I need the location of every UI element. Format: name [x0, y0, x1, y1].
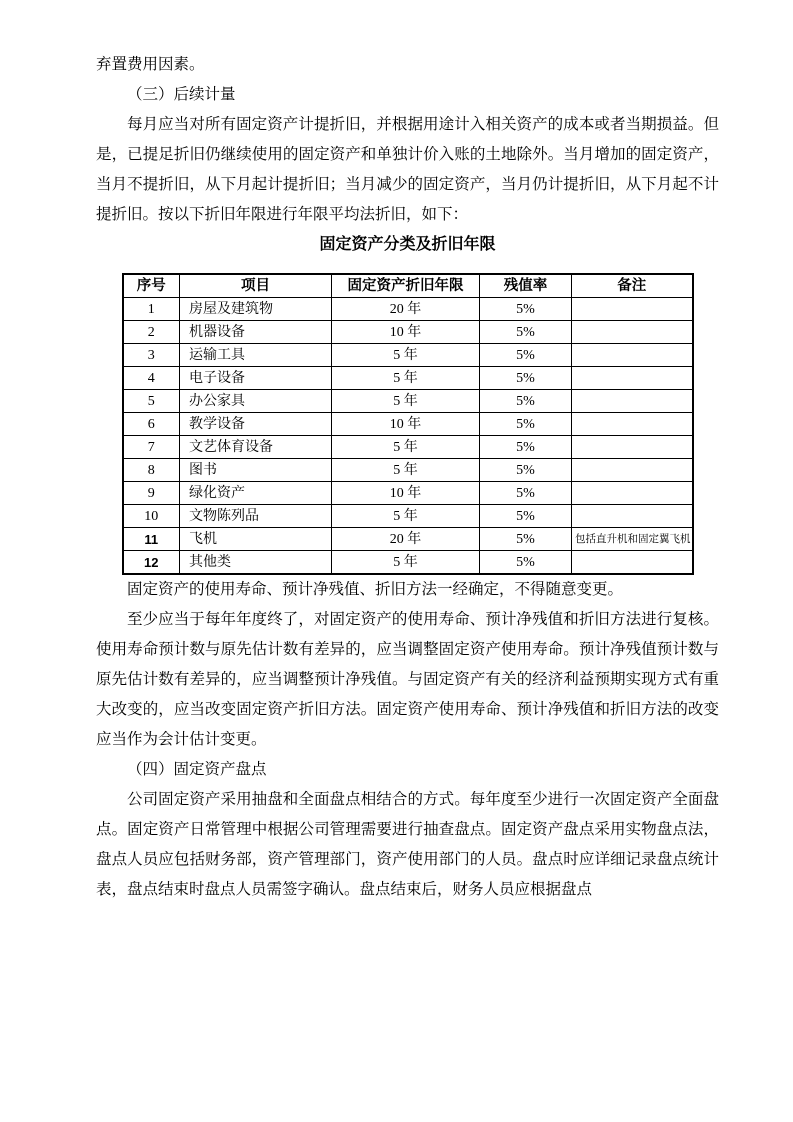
- cell-no: 5: [123, 390, 180, 413]
- cell-years: 5 年: [332, 390, 480, 413]
- cell-item: 机器设备: [180, 321, 332, 344]
- cell-no: 8: [123, 459, 180, 482]
- cell-note: [572, 367, 693, 390]
- column-header-no: 序号: [123, 274, 180, 298]
- cell-note: [572, 505, 693, 528]
- paragraph-continuation: 弃置费用因素。: [96, 56, 205, 73]
- table-row: [123, 528, 693, 551]
- cell-years: 5 年: [332, 367, 480, 390]
- cell-note: [572, 436, 693, 459]
- cell-item: 绿化资产: [180, 482, 332, 505]
- cell-years: 10 年: [332, 482, 480, 505]
- table-row: [123, 344, 693, 367]
- table-row: [123, 459, 693, 482]
- column-header-years: 固定资产折旧年限: [332, 274, 480, 298]
- cell-item: 图书: [180, 459, 332, 482]
- cell-rate: 5%: [480, 413, 572, 436]
- cell-rate: 5%: [480, 505, 572, 528]
- paragraph-annual-review: 至少应当于每年年度终了，对固定资产的使用寿命、预计净残值和折旧方法进行复核。使用寿命预计数与原先估计数有差异的，应当调整固定资产使用寿命。预计净残值预计数与原先估计数有差异的，应当调整预计净残值。与固定资产有关的经济利益预期实现方式有重大改变的，应当改变固定资产折旧方法。固定资产使用寿命、预计净残值和折旧方法的改变应当作为会计估计变更。: [96, 611, 719, 748]
- paragraph-depreciation-policy: 每月应当对所有固定资产计提折旧，并根据用途计入相关资产的成本或者当期损益。但是，已提足折旧仍继续使用的固定资产和单独计价入账的土地除外。当月增加的固定资产，当月不提折旧，从下月起计提折旧；当月减少的固定资产，当月仍计提折旧，从下月起不计提折旧。按以下折旧年限进行年限平均法折旧，如下：: [96, 116, 719, 223]
- table-row: [123, 390, 693, 413]
- cell-item: 其他类: [180, 551, 332, 575]
- cell-no: 2: [123, 321, 180, 344]
- table-row: [123, 551, 693, 575]
- table-row: [123, 482, 693, 505]
- cell-no: 10: [123, 505, 180, 528]
- cell-years: 5 年: [332, 551, 480, 575]
- cell-years: 20 年: [332, 528, 480, 551]
- table-row: [123, 413, 693, 436]
- cell-years: 5 年: [332, 344, 480, 367]
- cell-note: [572, 344, 693, 367]
- cell-no: 3: [123, 344, 180, 367]
- cell-note: [572, 413, 693, 436]
- column-header-rate: 残值率: [480, 274, 572, 298]
- cell-no: 12: [123, 551, 180, 575]
- cell-rate: 5%: [480, 298, 572, 321]
- column-header-item: 项目: [180, 274, 332, 298]
- cell-item: 文艺体育设备: [180, 436, 332, 459]
- cell-no: 9: [123, 482, 180, 505]
- cell-note: [572, 298, 693, 321]
- section-heading-subsequent-measurement: （三）后续计量: [127, 86, 236, 103]
- cell-years: 10 年: [332, 321, 480, 344]
- cell-item: 教学设备: [180, 413, 332, 436]
- cell-rate: 5%: [480, 436, 572, 459]
- paragraph-inventory-method: 公司固定资产采用抽盘和全面盘点相结合的方式。每年度至少进行一次固定资产全面盘点。固定资产日常管理中根据公司管理需要进行抽查盘点。固定资产盘点采用实物盘点法，盘点人员应包括财务部，资产管理部门，资产使用部门的人员。盘点时应详细记录盘点统计表，盘点结束时盘点人员需签字确认。盘点结束后，财务人员应根据盘点: [96, 791, 719, 898]
- cell-note: [572, 482, 693, 505]
- cell-item: 飞机: [180, 528, 332, 551]
- cell-no: 4: [123, 367, 180, 390]
- depreciation-table: [122, 273, 694, 575]
- cell-rate: 5%: [480, 528, 572, 551]
- table-row: [123, 505, 693, 528]
- cell-rate: 5%: [480, 551, 572, 575]
- cell-years: 5 年: [332, 505, 480, 528]
- cell-no: 6: [123, 413, 180, 436]
- cell-years: 20 年: [332, 298, 480, 321]
- cell-item: 办公家具: [180, 390, 332, 413]
- table-header-row: [123, 274, 693, 298]
- cell-item: 文物陈列品: [180, 505, 332, 528]
- cell-item: 房屋及建筑物: [180, 298, 332, 321]
- cell-item: 电子设备: [180, 367, 332, 390]
- cell-years: 10 年: [332, 413, 480, 436]
- paragraph-change-rule: 固定资产的使用寿命、预计净残值、折旧方法一经确定，不得随意变更。: [127, 581, 624, 598]
- cell-rate: 5%: [480, 459, 572, 482]
- cell-note: [572, 551, 693, 575]
- cell-note: 包括直升机和固定翼飞机: [572, 528, 693, 551]
- cell-rate: 5%: [480, 321, 572, 344]
- cell-rate: 5%: [480, 482, 572, 505]
- cell-no: 7: [123, 436, 180, 459]
- column-header-note: 备注: [572, 274, 693, 298]
- cell-rate: 5%: [480, 390, 572, 413]
- cell-item: 运输工具: [180, 344, 332, 367]
- cell-years: 5 年: [332, 436, 480, 459]
- cell-no: 11: [123, 528, 180, 551]
- cell-note: [572, 390, 693, 413]
- cell-note: [572, 459, 693, 482]
- cell-note: [572, 321, 693, 344]
- cell-years: 5 年: [332, 459, 480, 482]
- table-row: [123, 367, 693, 390]
- cell-no: 1: [123, 298, 180, 321]
- table-row: [123, 321, 693, 344]
- section-heading-asset-inventory: （四）固定资产盘点: [127, 761, 267, 778]
- cell-rate: 5%: [480, 344, 572, 367]
- page-content: [96, 50, 719, 905]
- table-row: [123, 436, 693, 459]
- cell-rate: 5%: [480, 367, 572, 390]
- table-row: [123, 298, 693, 321]
- table-title: 固定资产分类及折旧年限: [319, 236, 496, 253]
